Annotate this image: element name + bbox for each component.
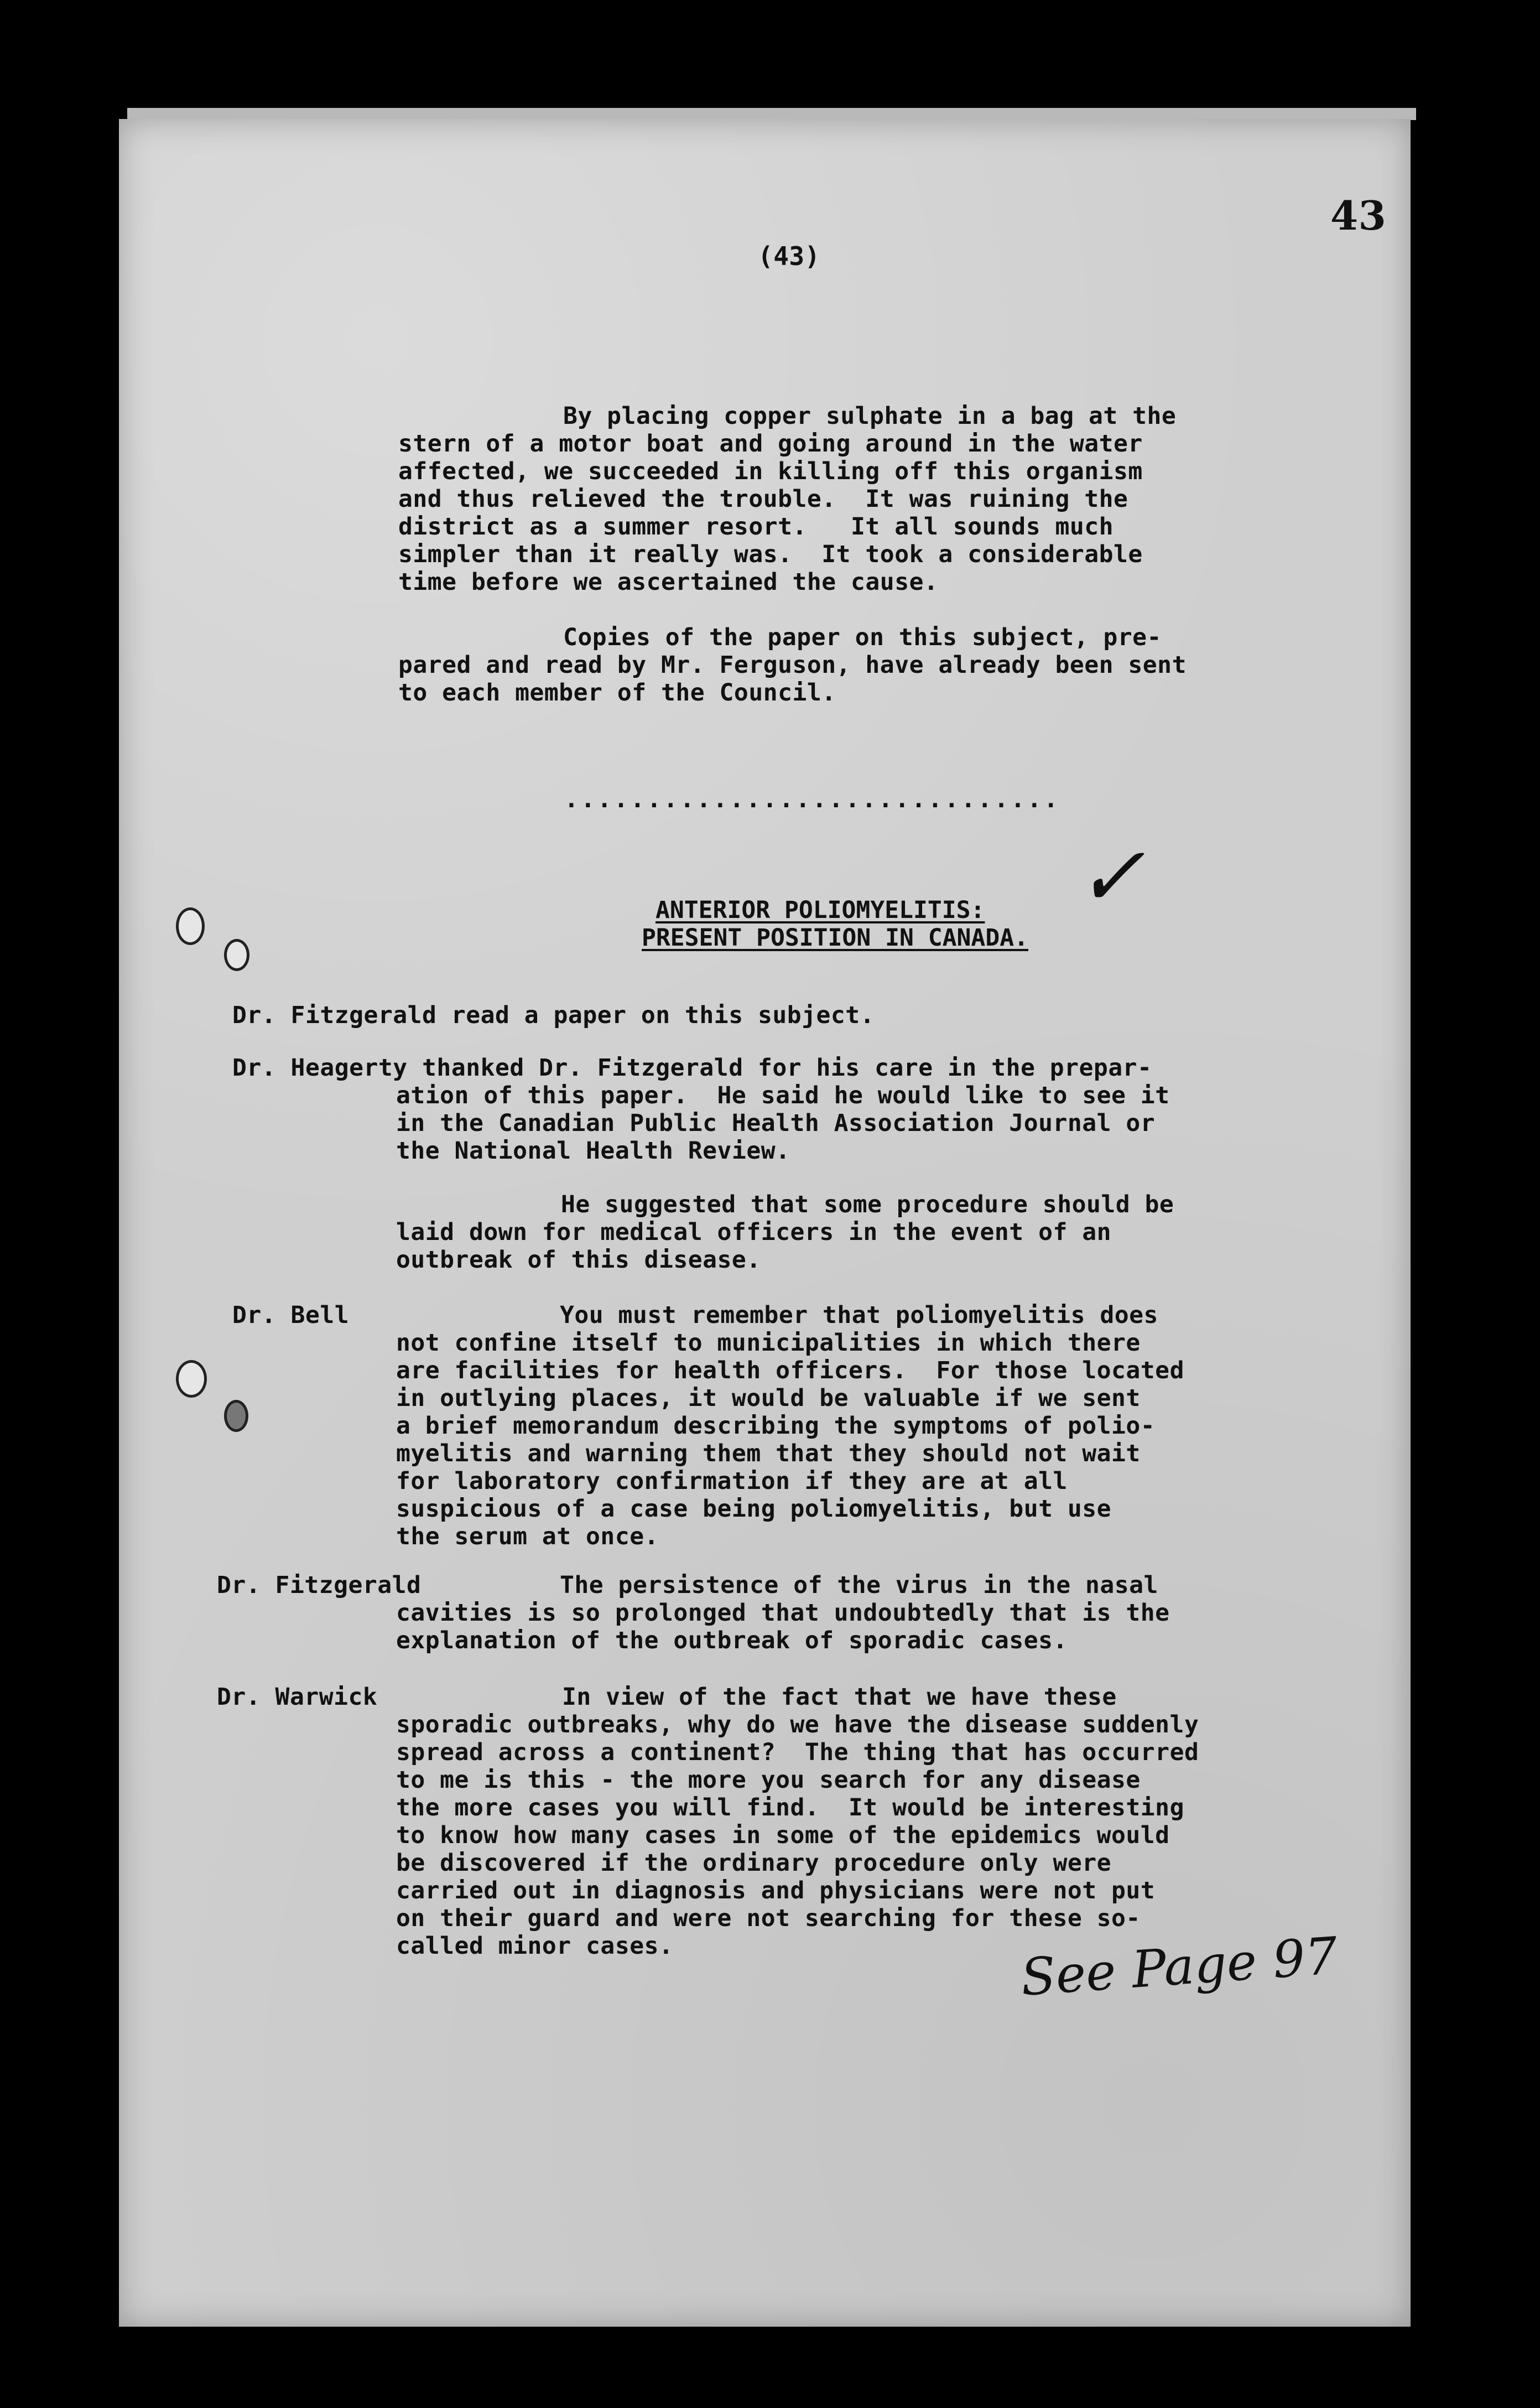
text-line: simpler than it really was. It took a considerable	[398, 541, 1143, 568]
text-line: are facilities for health officers. For those located	[396, 1357, 1184, 1384]
text-line: You must remember that poliomyelitis does	[560, 1301, 1158, 1329]
text-line: not confine itself to municipalities in which there	[396, 1329, 1141, 1357]
text-line: sporadic outbreaks, why do we have the disease suddenly	[396, 1711, 1199, 1738]
text-line: spread across a continent? The thing that has occurred	[396, 1738, 1199, 1766]
text-line: cavities is so prolonged that undoubtedly that is the	[396, 1599, 1170, 1627]
text-line: Copies of the paper on this subject, pre-	[563, 624, 1162, 651]
text-line: suspicious of a case being poliomyelitis, but use	[396, 1495, 1112, 1523]
page-number: (43)	[758, 241, 820, 271]
text-line: on their guard and were not searching for these so-	[396, 1904, 1141, 1932]
text-line: the more cases you will find. It would be interesting	[396, 1794, 1184, 1821]
section-heading: ANTERIOR POLIOMYELITIS:	[655, 896, 985, 924]
text-line: outbreak of this disease.	[396, 1246, 761, 1274]
punch-hole	[224, 939, 249, 971]
text-line: in the Canadian Public Health Association Journal or	[396, 1109, 1156, 1137]
punch-hole	[176, 907, 205, 945]
text-line: myelitis and warning them that they should not wait	[396, 1440, 1141, 1467]
punch-hole	[224, 1400, 248, 1432]
text-line: explanation of the outbreak of sporadic cases.	[396, 1627, 1068, 1654]
text-line: stern of a motor boat and going around in the water	[398, 430, 1143, 458]
text-line: ation of this paper. He said he would like to see it	[396, 1082, 1170, 1109]
text-line: In view of the fact that we have these	[562, 1683, 1117, 1711]
text-line: The persistence of the virus in the nasal	[560, 1571, 1158, 1599]
punch-hole	[176, 1360, 207, 1398]
text-line: the National Health Review.	[396, 1137, 790, 1165]
text-line: to me is this - the more you search for any disease	[396, 1766, 1141, 1794]
text-line: the serum at once.	[396, 1523, 659, 1550]
text-line: and thus relieved the trouble. It was ruining the	[398, 485, 1128, 513]
text-line: Dr. Fitzgerald read a paper on this subject.	[232, 1001, 875, 1029]
section-subheading: PRESENT POSITION IN CANADA.	[642, 924, 1028, 952]
text-line: pared and read by Mr. Ferguson, have already been sent	[398, 651, 1187, 679]
text-line: for laboratory confirmation if they are at all	[396, 1467, 1068, 1495]
text-line: Dr. Heagerty thanked Dr. Fitzgerald for his care in the prepar-	[232, 1054, 1152, 1082]
handwritten-note: See Page 97	[1018, 1926, 1340, 2007]
speaker-name: Dr. Fitzgerald	[217, 1571, 422, 1599]
text-line: in outlying places, it would be valuable if we sent	[396, 1384, 1141, 1412]
corner-page-number: 43	[1330, 192, 1387, 239]
speaker-name: Dr. Bell	[232, 1301, 350, 1329]
checkmark-icon: ✓	[1076, 829, 1146, 925]
text-line: to know how many cases in some of the epidemics would	[396, 1821, 1170, 1849]
text-line: to each member of the Council.	[398, 679, 836, 707]
page-top-edge	[127, 108, 1416, 120]
text-line: be discovered if the ordinary procedure only were	[396, 1849, 1112, 1877]
text-line: By placing copper sulphate in a bag at the	[563, 402, 1177, 430]
text-line: time before we ascertained the cause.	[398, 568, 939, 596]
text-line: laid down for medical officers in the event of an	[396, 1218, 1112, 1246]
text-line: carried out in diagnosis and physicians were not put	[396, 1877, 1156, 1904]
text-line: called minor cases.	[396, 1932, 674, 1960]
text-line: district as a summer resort. It all sounds much	[398, 513, 1114, 541]
text-line: a brief memorandum describing the symptoms of polio-	[396, 1412, 1156, 1440]
text-line: affected, we succeeded in killing off this organism	[398, 458, 1143, 485]
text-line: He suggested that some procedure should be	[561, 1191, 1174, 1218]
separator-dots: ..............................	[564, 786, 1060, 813]
speaker-name: Dr. Warwick	[217, 1683, 378, 1711]
